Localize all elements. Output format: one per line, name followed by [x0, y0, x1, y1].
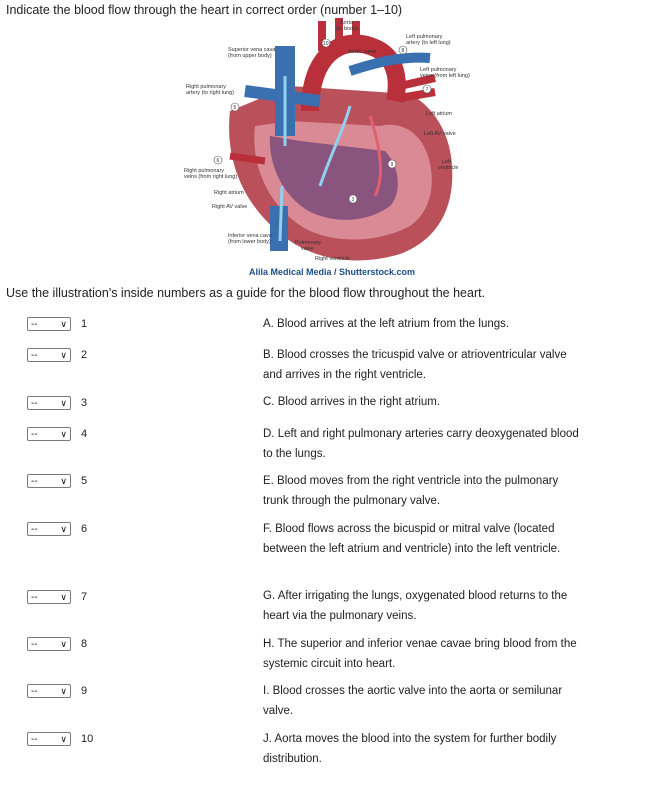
chevron-down-icon: ∨: [60, 318, 67, 329]
row-number: 2: [81, 349, 88, 361]
chevron-down-icon: ∨: [60, 638, 67, 649]
chevron-down-icon: ∨: [60, 397, 67, 408]
order-row: [27, 426, 87, 442]
chevron-down-icon: ∨: [60, 349, 67, 360]
row-number: 6: [81, 523, 88, 535]
label-rpa-sub: artery (to right lung): [186, 90, 234, 96]
order-row: [27, 521, 87, 537]
order-select-1[interactable]: -- ∨: [27, 317, 71, 331]
svg-text:9: 9: [390, 162, 394, 168]
label-left-av: Left AV valve: [424, 131, 456, 137]
label-left-ventricle-sub: ventricle: [438, 165, 459, 171]
marker-8: [399, 46, 407, 54]
order-row: [27, 636, 87, 652]
option-h: H. The superior and inferior venae cavae bring blood from the systemic circuit into heart.: [263, 638, 577, 670]
heart-diagram: [170, 16, 470, 264]
option-i: I. Blood crosses the aortic valve into the aorta or semilunar valve.: [263, 685, 563, 717]
row-number: 8: [81, 638, 88, 650]
label-aorta-sub: (to body): [336, 26, 358, 32]
label-lpv: Left pulmonary: [420, 67, 457, 73]
row-number: 4: [81, 428, 88, 440]
label-right-ventricle: Right ventricle: [315, 256, 350, 262]
option-g: G. After irrigating the lungs, oxygenated blood returns to the heart via the pulmonary veins.: [263, 590, 568, 622]
svg-text:8: 8: [401, 48, 405, 54]
label-svc-sub: (from upper body): [228, 53, 272, 59]
row-number: 1: [81, 318, 88, 330]
label-ivc: Inferior vena cava: [228, 233, 272, 239]
svg-text:5: 5: [233, 105, 237, 111]
label-rpa: Right pulmonary: [186, 84, 227, 90]
row-number: 7: [81, 591, 88, 603]
order-row: [27, 395, 87, 411]
chevron-down-icon: ∨: [60, 523, 67, 534]
order-select-2[interactable]: -- ∨: [27, 348, 71, 362]
marker-5: [231, 103, 239, 111]
image-credit: Alila Medical Media / Shutterstock.com: [249, 267, 416, 277]
svg-text:7: 7: [425, 87, 429, 93]
chevron-down-icon: ∨: [60, 685, 67, 696]
svg-text:6: 6: [216, 158, 220, 164]
marker-10: [322, 39, 330, 47]
row-number: 3: [81, 397, 88, 409]
label-lpa-sub: artery (to left lung): [406, 40, 451, 46]
marker-6: [214, 156, 222, 164]
order-row: [27, 473, 87, 489]
label-left-atrium: Left atrium: [426, 111, 452, 117]
svg-text:10: 10: [323, 41, 329, 47]
option-a: A. Blood arrives at the left atrium from the lungs.: [263, 318, 510, 330]
order-row: [27, 589, 87, 605]
order-select-7[interactable]: -- ∨: [27, 590, 71, 604]
label-right-av: Right AV valve: [212, 204, 248, 210]
chevron-down-icon: ∨: [60, 591, 67, 602]
label-aortic-valve: Aortic valve: [348, 49, 377, 55]
row-number: 5: [81, 475, 88, 487]
marker-7: [423, 85, 431, 93]
label-right-atrium: Right atrium: [214, 190, 244, 196]
label-left-ventricle: Left: [442, 159, 452, 165]
option-b: B. Blood crosses the tricuspid valve or atrioventricular valve and arrives in the right ventricle.: [263, 349, 567, 381]
option-d: D. Left and right pulmonary arteries carry deoxygenated blood to the lungs.: [263, 428, 579, 460]
label-rpv: Right pulmonary: [184, 168, 225, 174]
chevron-down-icon: ∨: [60, 428, 67, 439]
label-pulm-valve-sub: valve: [301, 246, 314, 252]
label-svc: Superior vena cava: [228, 47, 276, 53]
option-f: F. Blood flows across the bicuspid or mitral valve (located between the left atrium and ventricle) into the left ventricle.: [263, 523, 561, 555]
label-aorta: Aorta: [340, 20, 354, 26]
order-row: [27, 347, 87, 363]
order-row: [27, 731, 93, 747]
order-row: [27, 316, 87, 332]
marker-9: [388, 160, 396, 168]
label-rpv-sub: veins (from right lung): [184, 174, 238, 180]
order-select-8[interactable]: -- ∨: [27, 637, 71, 651]
marker-3: [349, 195, 357, 203]
order-select-6[interactable]: -- ∨: [27, 522, 71, 536]
label-lpv-sub: veins (from left lung): [420, 73, 470, 79]
label-lpa: Left pulmonary: [406, 34, 443, 40]
row-number: 10: [81, 733, 94, 745]
order-select-10[interactable]: -- ∨: [27, 732, 71, 746]
chevron-down-icon: ∨: [60, 733, 67, 744]
order-select-4[interactable]: -- ∨: [27, 427, 71, 441]
order-select-3[interactable]: -- ∨: [27, 396, 71, 410]
row-number: 9: [81, 685, 88, 697]
label-pulm-valve: Pulmonary: [295, 240, 322, 246]
order-select-9[interactable]: -- ∨: [27, 684, 71, 698]
order-select-5[interactable]: -- ∨: [27, 474, 71, 488]
svg-text:3: 3: [351, 197, 355, 203]
question-title: Indicate the blood flow through the heart in correct order (number 1–10): [6, 3, 403, 17]
option-c: C. Blood arrives in the right atrium.: [263, 396, 441, 408]
chevron-down-icon: ∨: [60, 475, 67, 486]
option-j: J. Aorta moves the blood into the system for further bodily distribution.: [263, 733, 557, 765]
label-ivc-sub: (from lower body): [228, 239, 271, 245]
option-e: E. Blood moves from the right ventricle into the pulmonary trunk through the pulmonary valve.: [263, 475, 559, 507]
instructions: Use the illustration's inside numbers as a guide for the blood flow throughout the heart.: [6, 286, 486, 300]
order-row: [27, 683, 87, 699]
